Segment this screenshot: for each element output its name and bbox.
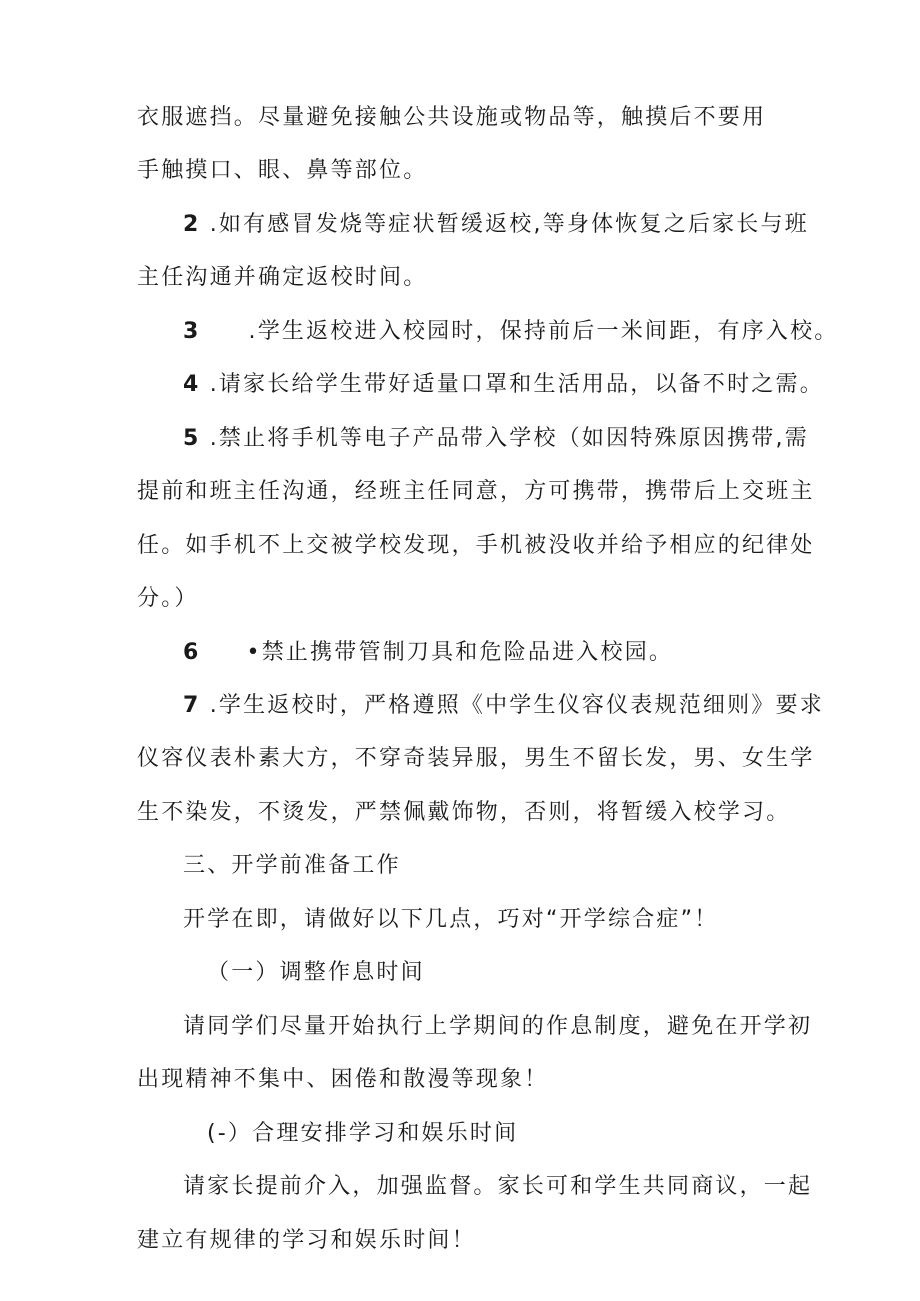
item5-line-4: 分。） (137, 586, 199, 611)
sub2-heading: (-）合理安排学习和娱乐时间 (207, 1121, 519, 1146)
item6-number: 6 (183, 640, 201, 665)
sub1-line-2: 出现精神不集中、困倦和散漫等现象！ (137, 1067, 549, 1092)
item5-line-2: 提前和班主任沟通，经班主任同意，方可携带，携带后上交班主 (137, 479, 815, 504)
item3-text: .学生返校进入校园时，保持前后一米间距，有序入校。 (248, 319, 839, 344)
item4-line-1 (183, 370, 824, 400)
item2-number: 2 (183, 212, 201, 237)
item6-text: •禁止携带管制刀具和危险品进入校园。 (246, 640, 674, 665)
item7-text: .学生返校时，严格遵照《中学生仪容仪表规范细则》要求 (200, 693, 824, 718)
item7-line-3: 生不染发，不烫发，严禁佩戴饰物，否则，将暂缓入校学习。 (137, 800, 791, 825)
item3-line-1 (183, 317, 839, 347)
section3-heading: 三、开学前准备工作 (183, 853, 401, 878)
item5-line-3: 任。如手机不上交被学校发现，手机被没收并给予相应的纪律处 (137, 533, 815, 558)
sub1-heading: （一）调整作息时间 (207, 960, 425, 985)
section3-intro: 开学在即，请做好以下几点，巧对“开学综合症”！ (183, 907, 719, 932)
item1-continuation-line-1: 衣服遮挡。尽量避免接触公共设施或物品等，触摸后不要用 (137, 105, 767, 130)
item4-number: 4 (183, 372, 201, 397)
item7-line-1 (183, 691, 824, 721)
item7-line-2: 仪容仪表朴素大方，不穿奇装异服，男生不留长发，男、女生学 (137, 746, 815, 771)
item5-line-1 (183, 424, 809, 454)
item3-number: 3 (183, 319, 201, 344)
item4-text: .请家长给学生带好适量口罩和生活用品，以备不时之需。 (200, 372, 824, 397)
item5-text: .禁止将手机等电子产品带入学校（如因特殊原因携带,需 (200, 426, 809, 451)
item6-line-1 (183, 638, 673, 668)
item2-line-2: 主任沟通并确定返校时间。 (137, 265, 428, 290)
item7-number: 7 (183, 693, 201, 718)
item2-line-1 (183, 210, 809, 240)
item2-text: .如有感冒发烧等症状暂缓返校,等身体恢复之后家长与班 (200, 212, 809, 237)
sub1-line-1: 请同学们尽量开始执行上学期间的作息制度，避免在开学初 (183, 1014, 813, 1039)
item1-continuation-line-2: 手触摸口、眼、鼻等部位。 (137, 158, 428, 183)
sub2-line-2: 建立有规律的学习和娱乐时间！ (137, 1228, 476, 1253)
sub2-line-1: 请家长提前介入，加强监督。家长可和学生共同商议，一起 (183, 1174, 813, 1199)
item5-number: 5 (183, 426, 201, 451)
